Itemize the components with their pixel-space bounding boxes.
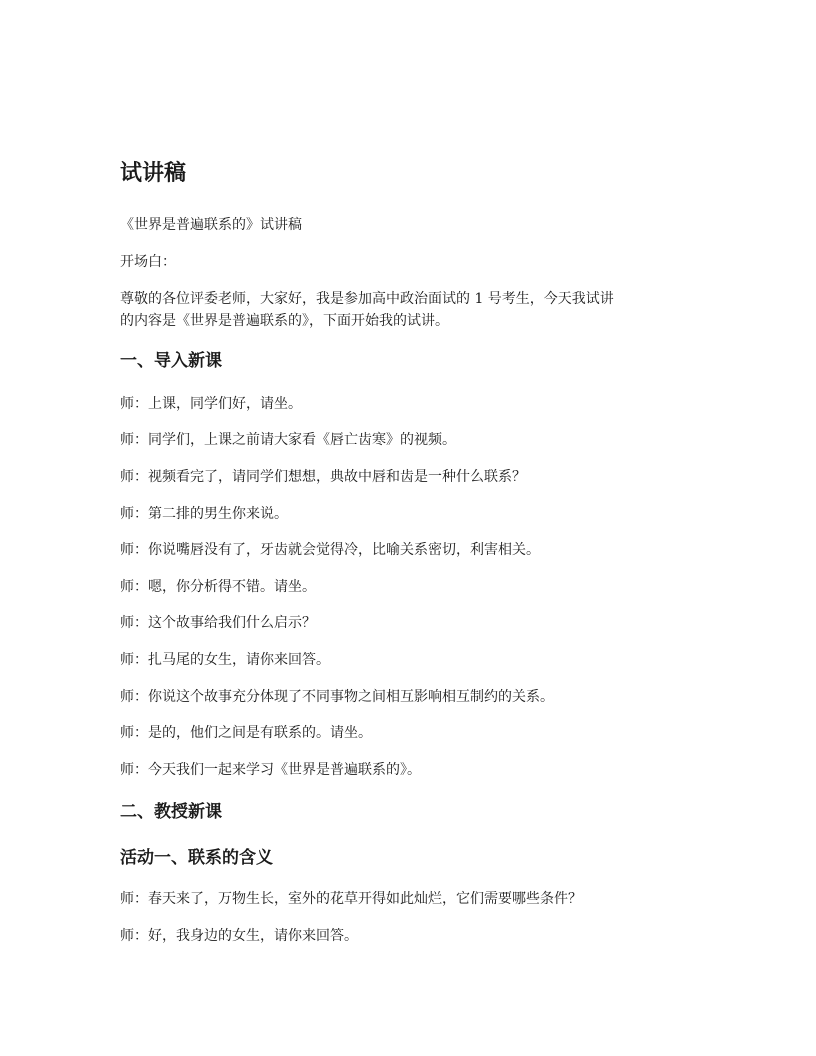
section-1-line: 师：今天我们一起来学习《世界是普遍联系的》。	[120, 762, 421, 778]
activity-1-heading: 活动一、联系的含义	[120, 848, 273, 868]
section-1-line: 师：嗯，你分析得不错。请坐。	[120, 579, 316, 595]
opening-label: 开场白：	[120, 254, 176, 270]
section-1-line: 师：扎马尾的女生，请你来回答。	[120, 652, 330, 668]
section-1-line: 师：同学们，上课之前请大家看《唇亡齿寒》的视频。	[120, 432, 456, 448]
section-1-line: 师：你说嘴唇没有了，牙齿就会觉得冷，比喻关系密切，利害相关。	[120, 542, 540, 558]
section-1-line: 师：第二排的男生你来说。	[120, 506, 288, 522]
section-2-line: 师：好，我身边的女生，请你来回答。	[120, 928, 358, 944]
section-1-line: 师：是的，他们之间是有联系的。请坐。	[120, 725, 372, 741]
opening-paragraph-line-2: 的内容是《世界是普遍联系的》，下面开始我的试讲。	[120, 313, 449, 329]
section-1-line: 师：这个故事给我们什么启示？	[120, 615, 316, 631]
opening-paragraph-line-1: 尊敬的各位评委老师，大家好，我是参加高中政治面试的 1 号考生，今天我试讲	[120, 291, 614, 307]
document-subtitle: 《世界是普遍联系的》试讲稿	[120, 217, 302, 233]
section-1-line: 师：视频看完了，请同学们想想，典故中唇和齿是一种什么联系？	[120, 469, 526, 485]
document-title: 试讲稿	[120, 161, 187, 186]
section-1-line: 师：你说这个故事充分体现了不同事物之间相互影响相互制约的关系。	[120, 689, 554, 705]
section-2-line: 师：春天来了，万物生长，室外的花草开得如此灿烂，它们需要哪些条件？	[120, 891, 582, 907]
section-1-heading: 一、导入新课	[120, 351, 222, 371]
section-1-line: 师：上课，同学们好，请坐。	[120, 396, 302, 412]
section-2-heading: 二、教授新课	[120, 802, 222, 822]
